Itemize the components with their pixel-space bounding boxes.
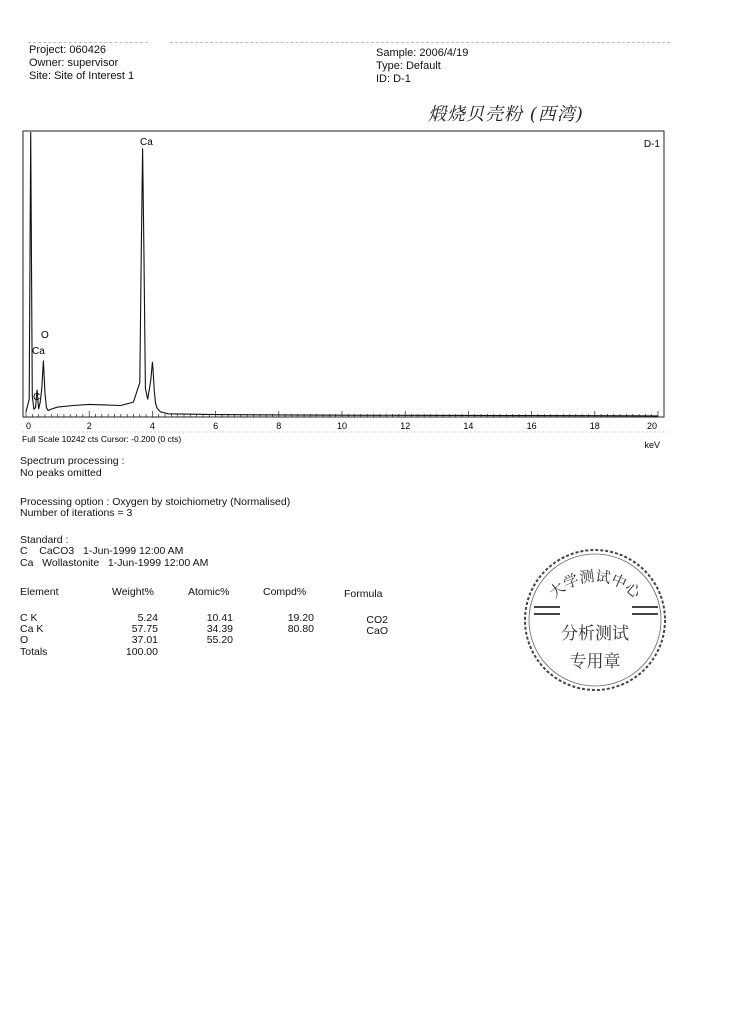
svg-text:大学测试中心: [546, 567, 645, 602]
chart-footer-scale: Full Scale 10242 cts Cursor: -0.200 (0 cts): [22, 434, 182, 444]
cell-weight: 37.01: [131, 634, 158, 646]
x-tick-label: 4: [149, 421, 155, 431]
x-tick-label: 0: [26, 421, 32, 431]
seal-outer-text: 大学测试中心: [545, 566, 645, 602]
standard-ca: Ca Wollastonite 1-Jun-1999 12:00 AM: [20, 557, 209, 569]
standard-label: Standard :: [20, 534, 69, 546]
site-label: Site: Site of Interest 1: [29, 70, 135, 82]
spectrum-line: [26, 132, 658, 416]
owner-label: Owner: supervisor: [29, 57, 119, 69]
col-header-formula: Formula: [344, 588, 383, 600]
spectrum-processing-label: Spectrum processing :: [20, 455, 125, 467]
x-tick-label: 20: [646, 421, 658, 431]
cell-weight: 5.24: [137, 612, 158, 624]
iterations-text: Number of iterations = 3: [20, 507, 133, 519]
top-divider: [28, 42, 148, 43]
x-tick-label: 6: [213, 421, 219, 431]
cell-compd: 80.80: [287, 623, 314, 635]
cell-formula: CaO: [366, 625, 388, 637]
x-tick-label: 2: [86, 421, 92, 431]
type-label: Type: Default: [376, 60, 441, 72]
seal-line-2: 专用章: [569, 652, 621, 672]
peak-label-c: C: [33, 392, 41, 403]
x-tick-label: 8: [276, 421, 282, 431]
cell-element: Totals: [20, 646, 48, 658]
cell-compd: 19.20: [287, 612, 314, 624]
seal-line-1: 分析测试: [561, 624, 629, 644]
official-seal: [520, 545, 670, 695]
x-axis-label: keV: [644, 440, 660, 450]
cell-atomic: 55.20: [206, 634, 233, 646]
cell-atomic: 10.41: [206, 612, 233, 624]
col-header-compd: Compd%: [263, 586, 307, 598]
peaks-omitted-text: No peaks omitted: [20, 467, 102, 479]
top-divider: [170, 42, 670, 43]
standard-c: C CaCO3 1-Jun-1999 12:00 AM: [20, 545, 184, 557]
col-header-atomic: Atomic%: [188, 586, 230, 598]
cell-element: C K: [20, 612, 38, 624]
plot-frame: [23, 131, 664, 417]
x-tick-label: 10: [336, 421, 348, 431]
project-label: Project: 060426: [29, 44, 107, 56]
spectrum-chart: [22, 130, 667, 450]
processing-option-text: Processing option : Oxygen by stoichiometry (Normalised): [20, 496, 291, 508]
cell-atomic: 34.39: [206, 623, 233, 635]
cell-formula: CO2: [366, 614, 388, 626]
handwritten-title: 煅烧贝壳粉 (西湾): [428, 104, 584, 125]
x-axis-tick-labels: [26, 421, 657, 431]
peak-label-ca-l: Ca: [32, 346, 45, 357]
cell-weight: 100.00: [125, 646, 158, 658]
cell-element: Ca K: [20, 623, 44, 635]
peak-label-o: O: [41, 330, 49, 341]
x-tick-label: 12: [400, 421, 411, 431]
cell-element: O: [20, 634, 29, 646]
col-header-element: Element: [20, 586, 59, 598]
col-header-weight: Weight%: [112, 586, 154, 598]
peak-label-ca-ka: Ca: [140, 137, 153, 148]
chart-title: D-1: [643, 139, 660, 150]
sample-label: Sample: 2006/4/19: [376, 47, 469, 59]
x-tick-label: 16: [526, 421, 537, 431]
x-tick-label: 14: [463, 421, 474, 431]
id-label: ID: D-1: [376, 73, 411, 85]
x-tick-label: 18: [589, 421, 600, 431]
cell-weight: 57.75: [131, 623, 158, 635]
